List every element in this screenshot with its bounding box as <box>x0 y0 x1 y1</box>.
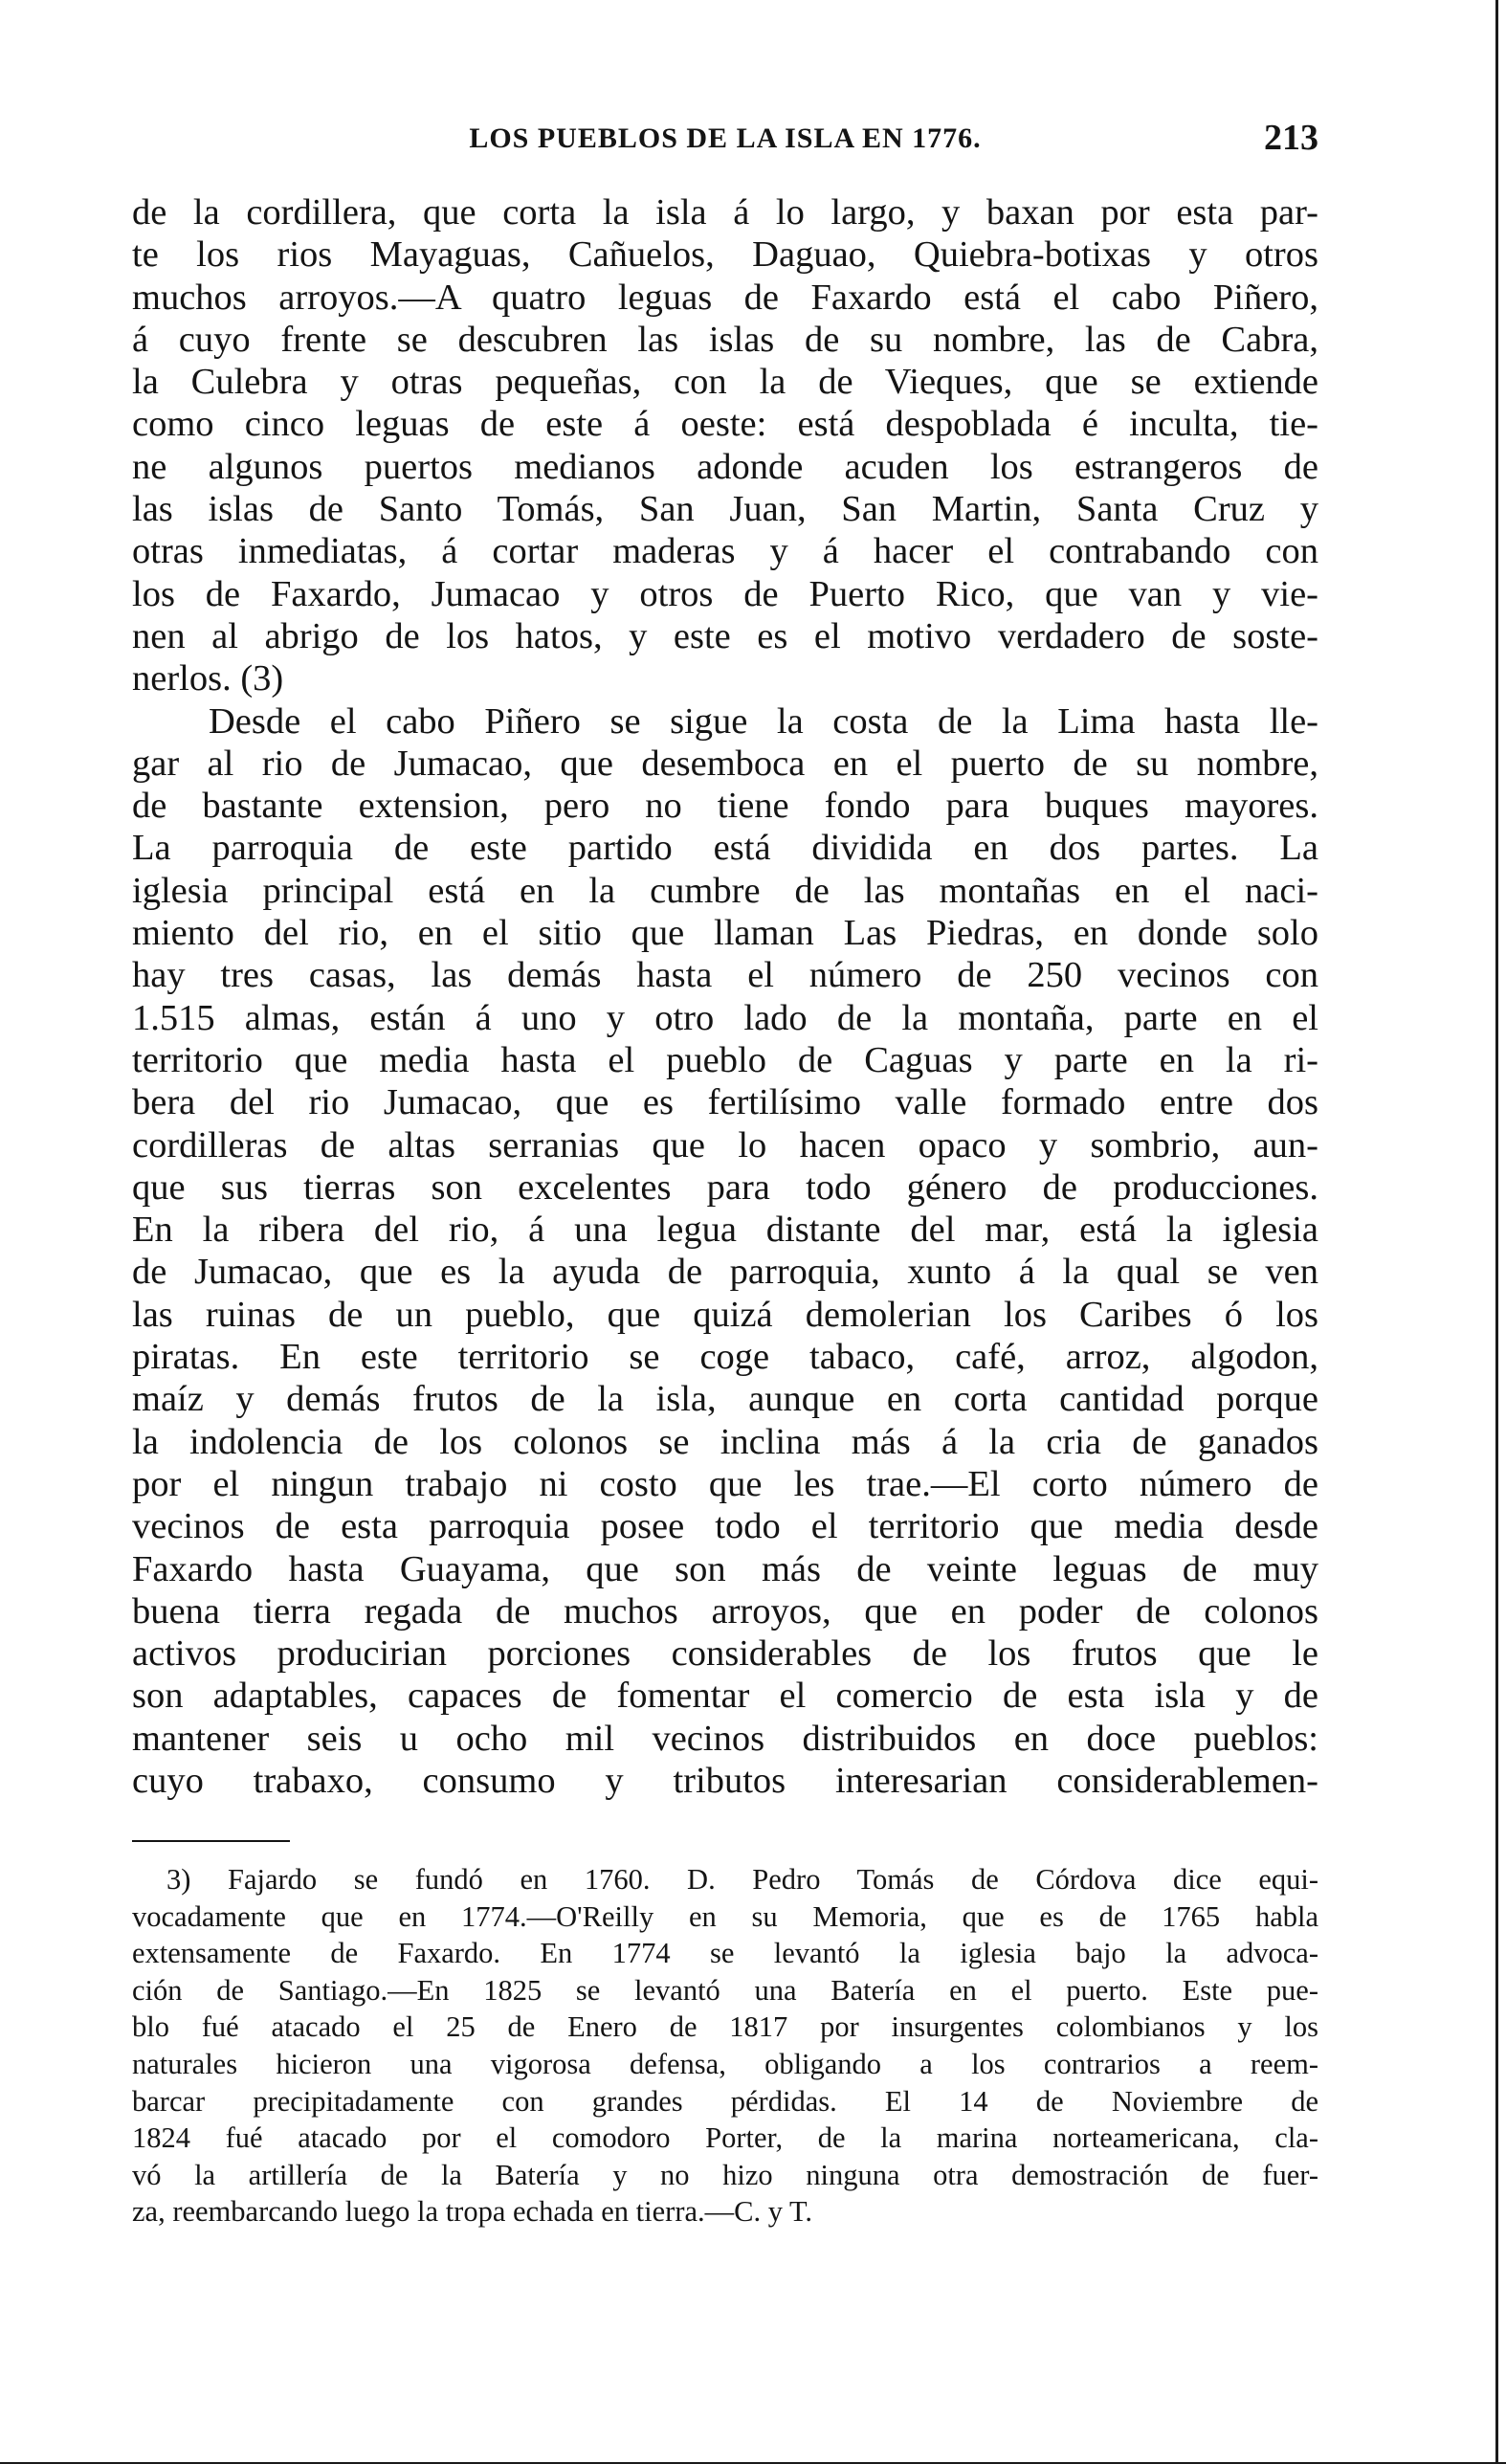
footnote-rule <box>132 1840 290 1842</box>
body-line: vecinos de esta parroquia posee todo el territorio que media desde <box>132 1506 1318 1547</box>
body-text <box>132 191 1318 1802</box>
page-edge-right <box>1495 0 1498 2464</box>
footnote-line: 1824 fué atacado por el comodoro Porter, de la marina norteamericana, cla- <box>132 2121 1318 2155</box>
footnote-line: vocadamente que en 1774.—O'Reilly en su Memoria, que es de 1765 habla <box>132 1899 1318 1933</box>
body-line: piratas. En este territorio se coge tabaco, café, arroz, algodon, <box>132 1337 1318 1378</box>
body-line: hay tres casas, las demás hasta el número de 250 vecinos con <box>132 955 1318 996</box>
footnote-line: ción de Santiago.—En 1825 se levantó una Batería en el puerto. Este pue- <box>132 1973 1318 2007</box>
footnote <box>132 1861 1318 2231</box>
body-line: La parroquia de este partido está dividida en dos partes. La <box>132 828 1318 869</box>
running-head: LOS PUEBLOS DE LA ISLA EN 1776. <box>469 122 982 154</box>
body-line: nerlos. (3) <box>132 658 284 699</box>
body-line: á cuyo frente se descubren las islas de su nombre, las de Cabra, <box>132 319 1318 360</box>
body-line: iglesia principal está en la cumbre de las montañas en el naci- <box>132 870 1318 911</box>
body-line: Desde el cabo Piñero se sigue la costa de la Lima hasta lle- <box>209 700 1318 742</box>
body-line: las ruinas de un pueblo, que quizá demolerian los Caribes ó los <box>132 1294 1318 1335</box>
footnote-line: extensamente de Faxardo. En 1774 se levantó la iglesia bajo la advoca- <box>132 1937 1318 1970</box>
body-line: muchos arroyos.—A quatro leguas de Faxardo está el cabo Piñero, <box>132 277 1318 318</box>
body-line: En la ribera del rio, á una legua distante del mar, está la iglesia <box>132 1210 1318 1251</box>
footnote-line: blo fué atacado el 25 de Enero de 1817 por insurgentes colombianos y los <box>132 2010 1318 2044</box>
body-line: como cinco leguas de este á oeste: está despoblada é inculta, tie- <box>132 404 1318 445</box>
body-line: Faxardo hasta Guayama, que son más de veinte leguas de muy <box>132 1548 1318 1589</box>
body-line: maíz y demás frutos de la isla, aunque en corta cantidad porque <box>132 1379 1318 1420</box>
footnote-line: za, reembarcando luego la tropa echada en tierra.—C. y T. <box>132 2195 813 2229</box>
body-line: las islas de Santo Tomás, San Juan, San Martin, Santa Cruz y <box>132 489 1318 530</box>
footnote-line: naturales hicieron una vigorosa defensa, obligando a los contrarios a reem- <box>132 2047 1318 2080</box>
footnote-line: vó la artillería de la Batería y no hizo ninguna otra demostración de fuer- <box>132 2158 1318 2191</box>
body-line: miento del rio, en el sitio que llaman Las Piedras, en donde solo <box>132 913 1318 954</box>
body-line: de Jumacao, que es la ayuda de parroquia, xunto á la qual se ven <box>132 1252 1318 1293</box>
body-line: por el ningun trabajo ni costo que les trae.—El corto número de <box>132 1463 1318 1504</box>
body-line: mantener seis u ocho mil vecinos distribuidos en doce pueblos: <box>132 1718 1318 1759</box>
body-line: bera del rio Jumacao, que es fertilísimo valle formado entre dos <box>132 1082 1318 1123</box>
body-line: cuyo trabaxo, consumo y tributos interesarian considerablemen- <box>132 1760 1318 1801</box>
body-line: de bastante extension, pero no tiene fondo para buques mayores. <box>132 786 1318 827</box>
body-line: territorio que media hasta el pueblo de Caguas y parte en la ri- <box>132 1039 1318 1080</box>
body-line: la Culebra y otras pequeñas, con la de Vieques, que se extiende <box>132 362 1318 403</box>
footnote-line: barcar precipitadamente con grandes pérdidas. El 14 de Noviembre de <box>132 2084 1318 2118</box>
body-line: nen al abrigo de los hatos, y este es el motivo verdadero de soste- <box>132 615 1318 656</box>
page-header <box>132 117 1318 165</box>
body-line: gar al rio de Jumacao, que desemboca en el puerto de su nombre, <box>132 743 1318 784</box>
body-line: son adaptables, capaces de fomentar el comercio de esta isla y de <box>132 1676 1318 1717</box>
body-line: cordilleras de altas serranias que lo hacen opaco y sombrio, aun- <box>132 1124 1318 1165</box>
body-line: ne algunos puertos medianos adonde acuden los estrangeros de <box>132 446 1318 487</box>
page-number: 213 <box>1264 118 1318 158</box>
body-line: activos producirian porciones considerables de los frutos que le <box>132 1633 1318 1675</box>
body-line: de la cordillera, que corta la isla á lo largo, y baxan por esta par- <box>132 192 1318 233</box>
footnote-line: 3) Fajardo se fundó en 1760. D. Pedro Tomás de Córdova dice equi- <box>166 1863 1318 1896</box>
body-line: que sus tierras son excelentes para todo género de producciones. <box>132 1166 1318 1208</box>
body-line: buena tierra regada de muchos arroyos, que en poder de colonos <box>132 1590 1318 1632</box>
body-line: te los rios Mayaguas, Cañuelos, Daguao, Quiebra-botixas y otros <box>132 234 1318 276</box>
body-line: otras inmediatas, á cortar maderas y á hacer el contrabando con <box>132 531 1318 572</box>
body-line: la indolencia de los colonos se inclina más á la cria de ganados <box>132 1421 1318 1462</box>
body-line: 1.515 almas, están á uno y otro lado de la montaña, parte en el <box>132 997 1318 1038</box>
body-line: los de Faxardo, Jumacao y otros de Puerto Rico, que van y vie- <box>132 573 1318 614</box>
